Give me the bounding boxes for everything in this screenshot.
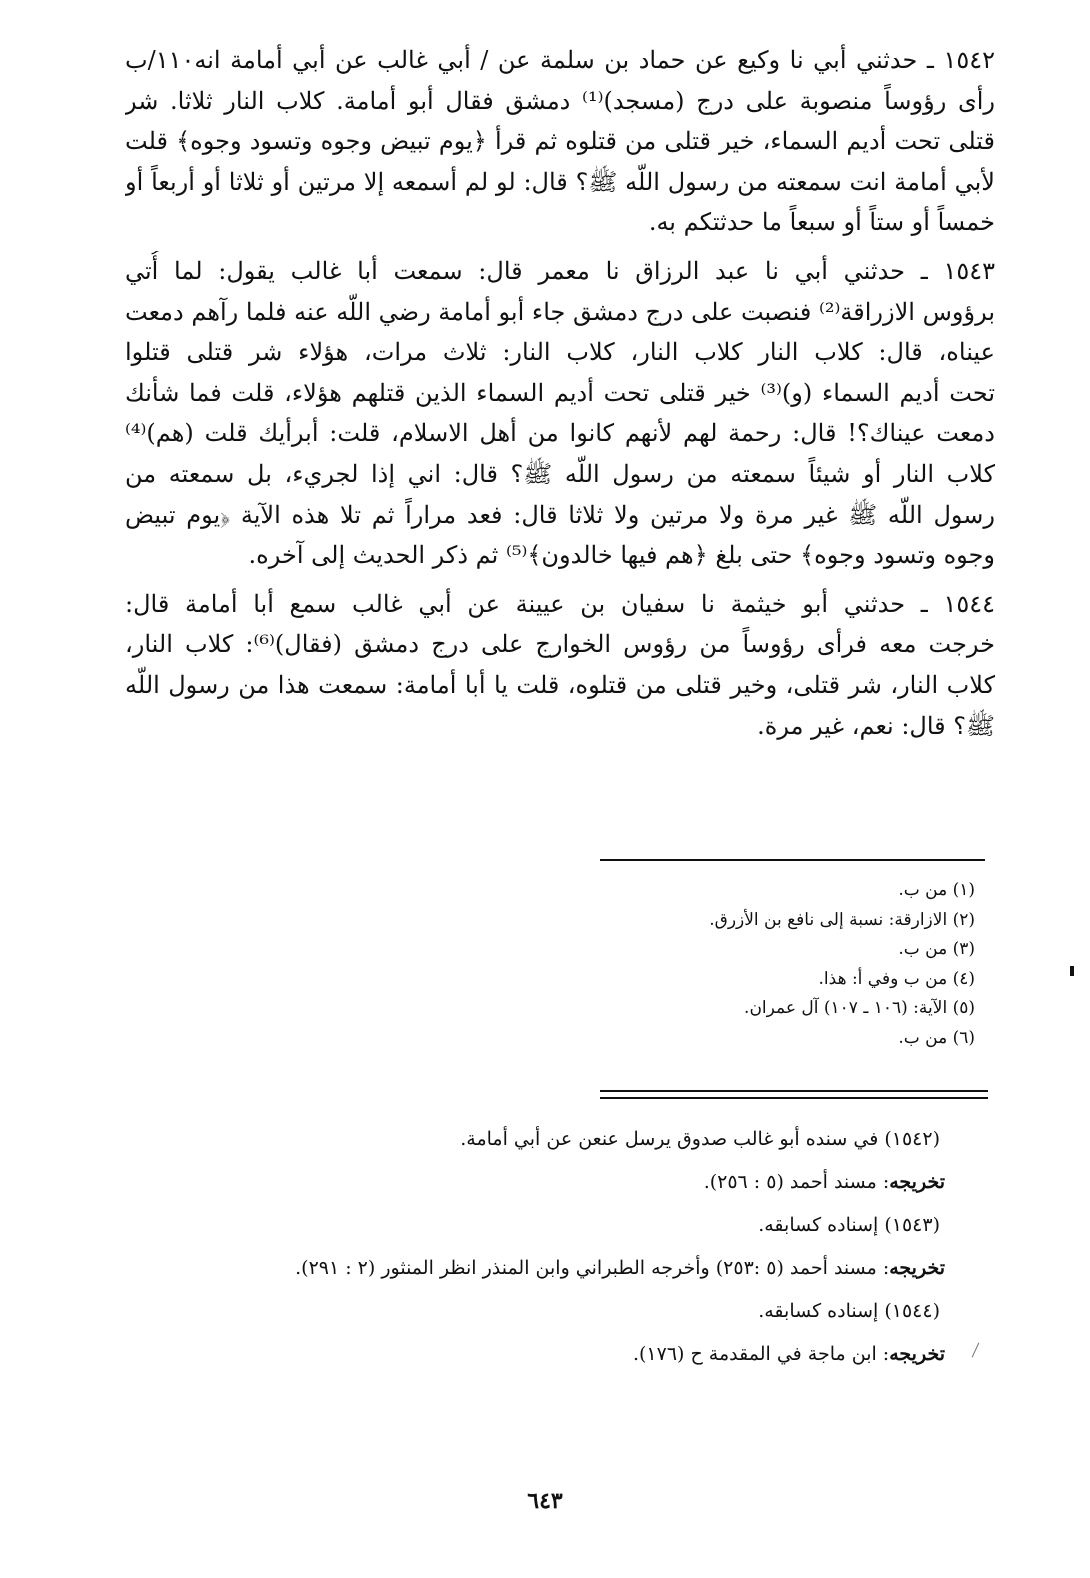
hadith-1544 (125, 584, 995, 746)
main-text (125, 40, 995, 754)
footnote: (١) من ب. (898, 880, 975, 900)
takhrij-text: : مسند أحمد (٥ :٢٥٣) وأخرجه الطبراني وابن المنذر انظر المنثور (٢ : ٢٩١). (295, 1257, 890, 1279)
takhrij-section (220, 1118, 945, 1376)
text-line: ١٥٤٢ ـ حدثني أبي نا وكيع عن حماد بن سلمة عن / أبي غالب عن أبي أمامة انه١١٠/ب (125, 46, 995, 74)
takhrij-divider-top (600, 1090, 988, 1092)
footnote: (٦) من ب. (898, 1027, 975, 1048)
takhrij-text: : مسند أحمد (٥ : ٢٥٦). (703, 1171, 890, 1193)
footnote: (٢) الازارقة: نسبة إلى نافع بن الأزرق. (709, 909, 975, 930)
hadith-1542 (125, 40, 995, 243)
scan-mark (972, 1343, 980, 1358)
text-line: دمعت عيناك؟! قال: رحمة لهم لأنهم كانوا من أهل الاسلام، قلت: أبرأيك قلت (هم)⁽⁴⁾ (125, 419, 995, 448)
text-line: ﷺ؟ قال: نعم، غير مرة. (757, 711, 995, 740)
isnad-note: (١٥٤٤) إسناده كسابقه. (758, 1300, 940, 1322)
footnote: (٥) الآية: (١٠٦ ـ ١٠٧) آل عمران. (744, 998, 975, 1019)
footnotes (475, 876, 975, 1054)
text-line: برؤوس الازراقة⁽²⁾ فنصبت على درج دمشق جاء أبو أمامة رضي اللّه عنه فلما رآهم دمعت (125, 297, 995, 326)
hadith-1543 (125, 251, 995, 576)
text-line: رسول اللّه ﷺ غير مرة ولا مرتين ولا ثلاثا قال: فعد مراراً ثم تلا هذه الآية ﴿يوم تبيض (125, 500, 995, 529)
text-line: كلاب النار، شر قتلى، وخير قتلى من قتلوه، قلت يا أبا أمامة: سمعت هذا من رسول اللّه (125, 670, 995, 699)
text-line: رأى رؤوساً منصوبة على درج (مسجد)⁽¹⁾ دمشق فقال أبو أمامة. كلاب النار ثلاثا. شر (125, 86, 995, 115)
takhrij-note (220, 1161, 945, 1204)
footnote: (٣) من ب. (898, 939, 975, 960)
text-line: عيناه، قال: كلاب النار كلاب النار، كلاب النار: ثلاث مرات، هؤلاء شر قتلى قتلوا (125, 338, 995, 367)
takhrij-divider-bottom (600, 1097, 988, 1099)
isnad-note: (١٥٤٢) في سنده أبو غالب صدوق يرسل عنعن عن أبي أمامة. (460, 1128, 940, 1150)
text-line: كلاب النار أو شيئاً سمعته من رسول اللّه ﷺ؟ قال: اني إذا لجريء، بل سمعته من (125, 459, 995, 488)
footnote: (٤) من ب وفي أ: هذا. (818, 968, 975, 989)
takhrij-text: : ابن ماجة في المقدمة ح (١٧٦). (632, 1343, 890, 1365)
scan-mark (1070, 966, 1074, 976)
text-line: وجوه وتسود وجوه﴾ حتى بلغ ﴿هم فيها خالدون﴾⁽⁵⁾ ثم ذكر الحديث إلى آخره. (248, 541, 995, 570)
text-line: خمساً أو ستاً أو سبعاً ما حدثتكم به. (648, 208, 995, 237)
page-number: ٦٤٣ (527, 1488, 563, 1514)
text-line: ١٥٤٣ ـ حدثني أبي نا عبد الرزاق نا معمر قال: سمعت أبا غالب يقول: لما أُتي (125, 256, 995, 285)
footnote-divider (600, 859, 985, 861)
text-line: خرجت معه فرأى رؤوساً من رؤوس الخوارج على درج دمشق (فقال)⁽⁶⁾: كلاب النار، (125, 630, 995, 659)
text-line: قتلى تحت أديم السماء، خير قتلى من قتلوه ثم قرأ ﴿يوم تبيض وجوه وتسود وجوه﴾ قلت (125, 127, 995, 156)
takhrij-note (220, 1247, 945, 1290)
takhrij-label: تخريجه (889, 1343, 945, 1365)
text-line: ١٥٤٤ ـ حدثني أبو خيثمة نا سفيان بن عيينة عن أبي غالب سمع أبا أمامة قال: (125, 589, 995, 618)
takhrij-label: تخريجه (889, 1171, 945, 1193)
text-line: لأبي أمامة انت سمعته من رسول اللّه ﷺ؟ قال: لو لم أسمعه إلا مرتين أو ثلاثا أو أربعاً أو (125, 167, 995, 196)
text-line: تحت أديم السماء (و)⁽³⁾ خير قتلى تحت أديم السماء الذين قتلهم هؤلاء، قلت فما شأنك (125, 378, 995, 407)
isnad-note: (١٥٤٣) إسناده كسابقه. (758, 1214, 940, 1236)
takhrij-note (220, 1333, 945, 1376)
takhrij-label: تخريجه (889, 1257, 945, 1279)
